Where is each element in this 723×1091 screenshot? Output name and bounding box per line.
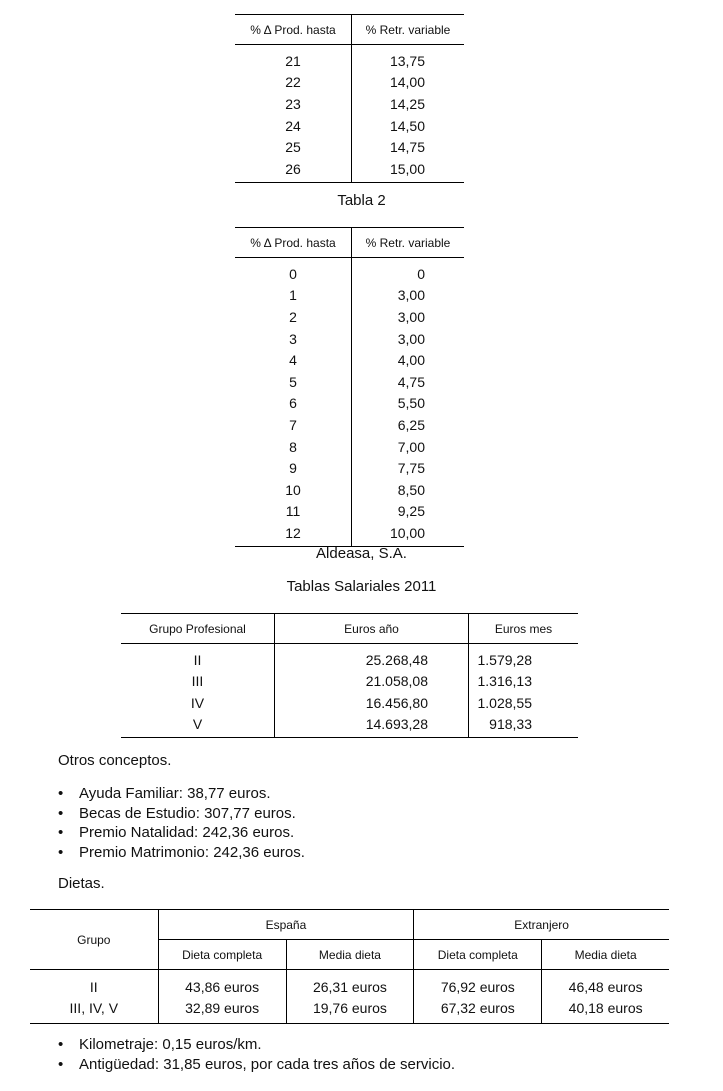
table-row [235,393,464,415]
table-row [235,457,464,479]
column-header: España [158,910,414,940]
table-cell: 11 [235,501,352,523]
table-cell: 24 [235,115,352,137]
table-cell: 32,89 euros [158,998,286,1024]
table-cell: 3,00 [397,330,425,347]
table-cell: 10 [235,479,352,501]
table-row [235,258,464,285]
table-cell: 10,00 [389,524,425,541]
table-cell: 1.579,28 [477,651,532,668]
table-row [235,93,464,115]
table-row [235,136,464,158]
table-cell: 21.058,08 [275,671,469,693]
otros-conceptos-list [58,784,305,862]
table-cell: 6 [235,393,352,415]
table-cell: 25 [235,136,352,158]
table-row [235,414,464,436]
table-cell: 14,75 [389,139,425,156]
otros-conceptos-label: Otros conceptos. [58,752,172,769]
table-cell: 8 [235,436,352,458]
table-cell: 7 [235,414,352,436]
column-header: Dieta completa [414,940,542,970]
table-row [235,328,464,350]
table-row [235,115,464,137]
table-cell: 1 [235,285,352,307]
table-cell: 16.456,80 [275,692,469,714]
table-cell: 0 [417,265,425,282]
retribution-table-1 [235,14,464,183]
column-header: Grupo Profesional [121,614,275,644]
table-cell: 0 [235,258,352,285]
table-cell: 22 [235,72,352,94]
table-cell: 14,50 [389,117,425,134]
table-cell: IV [121,692,275,714]
column-header: Euros mes [469,614,579,644]
table-cell: 2 [235,306,352,328]
table-cell: 14.693,28 [275,714,469,738]
table-row [235,306,464,328]
column-header: Grupo [30,910,158,970]
table-row [235,285,464,307]
table-cell: 6,25 [397,416,425,433]
column-header: Extranjero [414,910,669,940]
table-cell: 5 [235,371,352,393]
table-cell: 40,18 euros [568,1000,643,1017]
list-item: • Antigüedad: 31,85 euros, por cada tres años de servicio. [58,1055,455,1075]
table-cell: 8,50 [397,481,425,498]
table-cell: 3,00 [397,308,425,325]
table-row [121,714,578,738]
table-cell: 9,25 [397,503,425,520]
table-cell: 14,25 [389,95,425,112]
table-cell: 14,00 [389,74,425,91]
table-cell: 3,00 [397,287,425,304]
list-item: • Ayuda Familiar: 38,77 euros. [58,784,305,804]
table-cell: 4,75 [397,373,425,390]
table-row [235,349,464,371]
table-cell: 13,75 [389,52,425,69]
column-header: Dieta completa [158,940,286,970]
column-header: Media dieta [542,940,669,970]
company-name: Aldeasa, S.A. [316,545,407,562]
table-row [235,158,464,182]
table-cell: 3 [235,328,352,350]
column-header: % Δ Prod. hasta [235,15,352,45]
column-header: % Retr. variable [352,15,465,45]
final-list [58,1035,455,1074]
table-cell: 4 [235,349,352,371]
salary-table [121,613,578,738]
table-row [235,72,464,94]
table-cell: 21 [235,45,352,72]
dietas-label: Dietas. [58,875,105,892]
table-row [121,644,578,671]
table-cell: 9 [235,457,352,479]
table-cell: 19,76 euros [286,998,414,1024]
table-row [235,45,464,72]
table-cell: V [121,714,275,738]
table-2-caption: Tabla 2 [337,192,386,209]
column-header: % Retr. variable [352,228,465,258]
table-cell: 76,92 euros [414,970,542,998]
table-cell: 918,33 [489,716,532,733]
table-cell: 1.316,13 [477,673,532,690]
table-cell: 7,75 [397,460,425,477]
table-cell: 15,00 [389,160,425,177]
table-cell: II [121,644,275,671]
column-header: Media dieta [286,940,414,970]
salary-title: Tablas Salariales 2011 [286,578,437,595]
table-row [30,970,669,998]
dietas-table [30,909,669,1024]
table-cell: 7,00 [397,438,425,455]
table-cell: III [121,671,275,693]
table-row [121,671,578,693]
table-row [235,479,464,501]
list-item: • Premio Natalidad: 242,36 euros. [58,823,305,843]
table-cell: 26 [235,158,352,182]
table-row [30,998,669,1024]
table-cell: 25.268,48 [275,644,469,671]
table-cell: 5,50 [397,395,425,412]
table-cell: 67,32 euros [414,998,542,1024]
table-cell: 23 [235,93,352,115]
table-row [235,522,464,546]
table-cell: 26,31 euros [286,970,414,998]
table-row [235,371,464,393]
table-cell: 12 [235,522,352,546]
table-row [121,692,578,714]
column-header: Euros año [275,614,469,644]
retribution-table-2 [235,227,464,547]
list-item: • Becas de Estudio: 307,77 euros. [58,804,305,824]
table-cell: 46,48 euros [568,978,643,995]
list-item: • Kilometraje: 0,15 euros/km. [58,1035,455,1055]
table-cell: III, IV, V [30,998,158,1024]
table-cell: II [30,970,158,998]
list-item: • Premio Matrimonio: 242,36 euros. [58,843,305,863]
column-header: % Δ Prod. hasta [235,228,352,258]
table-row [235,436,464,458]
table-cell: 4,00 [397,352,425,369]
table-row [235,501,464,523]
table-cell: 43,86 euros [158,970,286,998]
table-cell: 1.028,55 [477,694,532,711]
